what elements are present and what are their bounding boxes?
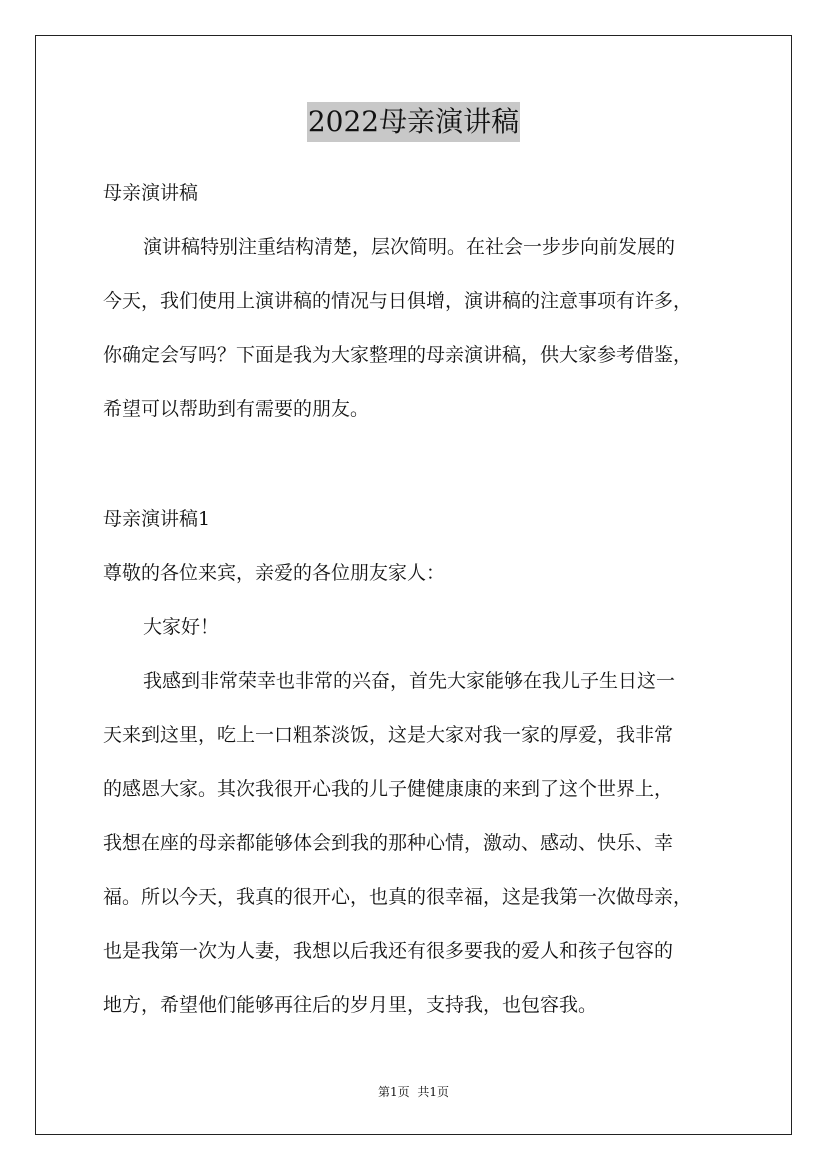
intro-line-3: 你确定会写吗？下面是我为大家整理的母亲演讲稿，供大家参考借鉴， (103, 344, 693, 366)
intro-line-4: 希望可以帮助到有需要的朋友。 (103, 398, 370, 420)
body-line-5: 福。所以今天，我真的很开心，也真的很幸福，这是我第一次做母亲， (103, 886, 693, 908)
body-line-2: 天来到这里，吃上一口粗茶淡饭，这是大家对我一家的厚爱，我非常 (103, 724, 674, 746)
greeting: 大家好！ (143, 616, 220, 638)
title-container (0, 102, 827, 142)
body-line-7: 地方，希望他们能够再往后的岁月里，支持我，也包容我。 (103, 994, 598, 1016)
intro-line-2: 今天，我们使用上演讲稿的情况与日俱增，演讲稿的注意事项有许多， (103, 290, 693, 312)
body-line-4: 我想在座的母亲都能够体会到我的那种心情，激动、感动、快乐、幸 (103, 832, 674, 854)
subtitle: 母亲演讲稿 (103, 182, 199, 204)
document-title: 2022母亲演讲稿 (307, 102, 520, 142)
page-footer (0, 1084, 827, 1100)
page-number-current: 第1页 (377, 1085, 410, 1099)
page-number-total: 共1页 (417, 1085, 450, 1099)
salutation: 尊敬的各位来宾，亲爱的各位朋友家人： (103, 562, 446, 584)
body-line-3: 的感恩大家。其次我很开心我的儿子健健康康的来到了这个世界上， (103, 778, 674, 800)
body-line-6: 也是我第一次为人妻，我想以后我还有很多要我的爱人和孩子包容的 (103, 940, 674, 962)
section-heading: 母亲演讲稿1 (103, 508, 211, 530)
body-line-1: 我感到非常荣幸也非常的兴奋，首先大家能够在我儿子生日这一 (143, 670, 676, 692)
intro-line-1: 演讲稿特别注重结构清楚，层次简明。在社会一步步向前发展的 (143, 236, 676, 258)
